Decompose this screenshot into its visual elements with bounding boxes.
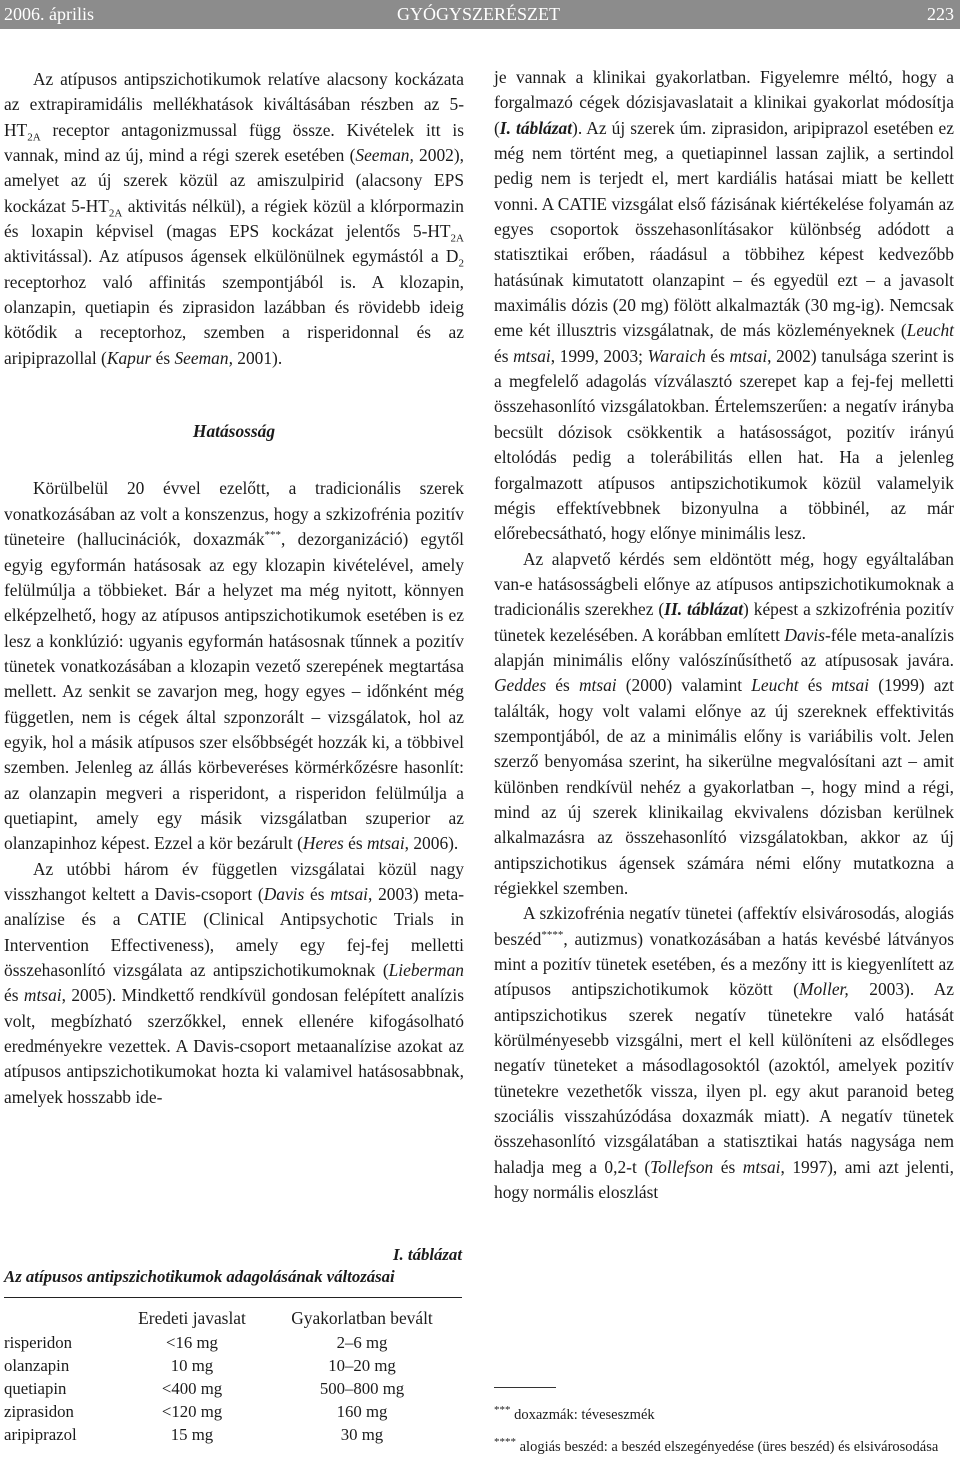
paragraph: Körülbelül 20 évvel ezelőtt, a tradicionális szerek vonatkozásában az volt a konszenzus, hogy a szkizofrénia pozitív tüneteire (hallucinációk, doxazmák***, dezorganizáció) egytől egyig egyformán hatásosak az egy klozapin kivételével, amely felülmúlja a többieket. Bár a helyzet ma még nyitott, könnyen elképzelhető, hogy az atípusos antipszichotikumok esetében is ez lesz a konklúzió: ugyanis egyformán hatásosnak tűnnek a pozitív tünetek vonatkozásában a klozapin vezető szerepének megtartása mellett. Az senkit se zavarjon meg, hogy egyes – időnként még független, nem is cégek által szponzorált – vizsgálatok, hol az egyik, hol a másik atípusos szer elsőbbségét hozzák ki, a többivel szemben. Jelenleg az állás körbeveréses körmérkőzésre hasonlít: az olanzapin megveri a risperidont, a risperidon felülmúlja a quetiapint, amely egy másik vizsgálatban szuperior az olanzapinhoz képest. Ezzel a kör bezárult (Heres és mtsai, 2006).	[4, 478, 465, 854]
table-top-rule	[4, 1297, 462, 1298]
practice-dose: 30 mg	[340, 1424, 384, 1444]
header-date: 2006. április	[4, 4, 94, 24]
footnote: *** doxazmák: téveseszmék	[494, 1404, 655, 1423]
table-row	[4, 1377, 462, 1400]
table-header-cell: Gyakorlatban bevált	[291, 1307, 433, 1328]
table-row	[4, 1331, 462, 1354]
page-header	[0, 0, 960, 29]
section-heading: Hatásosság	[192, 421, 276, 442]
table-header-row	[4, 1305, 462, 1331]
table-label: I. táblázat	[392, 1245, 462, 1264]
paragraph: Az atípusos antipszichotikumok relatíve alacsony kockázata az extrapiramidális mellékhatások kiváltásában részben az $5-HT_{2A}$ receptor antagonizmussal függ össze. Kivételek itt is vannak, mind az új, mind a régi szerek esetében (Seeman, 2002), amelyet az új szerek közül az amiszulpirid (alacsony EPS kockázat $5-HT_{2A}$ aktivitás nélkül), a régiek közül a klórpormazin és loxapin képvisel (magas EPS kockázat jelentős $5-HT_{2A}$ aktivitással). Az atípusos ágensek elkülönülnek egymástól a $D_2$ receptorhoz való affinitás szempontjából is. A klozapin, olanzapin, quetiapin és ziprasidon lazábban és rövidebb ideig kötődik a receptorhoz, szemben a risperidonnal és az aripiprazollal (Kapur és Seeman, 2001).	[4, 69, 464, 368]
original-dose: <120 mg	[161, 1401, 223, 1421]
dosage-table	[4, 1305, 462, 1446]
table-row	[4, 1354, 462, 1377]
paragraph: A szkizofrénia negatív tünetei (affektív elsivárosodás, alogiás beszéd****, autizmus) vonatkozásában a hatás kevésbé látványos mint a pozitív tünetek esetében, és a mezőny itt is kiegyenlített az atípusos antipszichotikumok között (Moller, 2003). Az antipszichotikus szerek negatív tünetekre való hatását körülményesebb vizsgálni, mert el kell különíteni az elsődleges negatív tüneteket a másodlagosoktól (azoktól, amelyek pozitív tünetekre vezethetők vissza, ilyen pl. egy akut paranoid beteg szociális visszahúzódása doxazmák miatt). A negatív tünetek összehasonlító vizsgálatában a statisztikai hatás nagysága nem haladja meg a 0,2-t (Tollefson és mtsai, 1997), ami azt jelenti, hogy normális eloszlást	[494, 903, 954, 1203]
right-column	[494, 65, 954, 1205]
original-dose: 10 mg	[170, 1355, 214, 1375]
footnote-rule	[494, 1387, 556, 1388]
table-row	[4, 1423, 462, 1446]
table-header-cell	[4, 1305, 122, 1331]
header-section: GYÓGYSZERÉSZET	[397, 4, 560, 24]
practice-dose: 500–800 mg	[319, 1378, 405, 1398]
paragraph: je vannak a klinikai gyakorlatban. Figyelemre méltó, hogy a forgalmazó cégek dózisjavaslatait a klinikai gyakorlat módosítja (I. táblázat). Az új szerek úm. ziprasidon, aripiprazol esetében ez még nem történt meg, a quetiapinnel lassan zajlik, a sertindol pedig nem is terjedt el, mert kardiális hatásai miatt be kellett vonni. A CATIE vizsgálat első fázisának kiértékelése folyamán az egyes csoportok összehasonlításakor különbség adódott a statisztikai erőben, ráadásul a többihez képest kedvezőbb hatásúnak kimutatott olanzapint – és egyedül ezt – a javasolt maximális dózis (20 mg) fölött alkalmazták (30 mg-ig). Nemcsak eme két illusztris vizsgálatnak, de más közleményeknek (Leucht és mtsai, 1999, 2003; Waraich és mtsai, 2002) tanulsága szerint is a megfelelő adagolás vízválasztó szerepet kap a fej-fej melletti összehasonlító vizsgálatokban. Értelemszerűen: a negatív irányba becsült dózisok csökkentik a hatásosságot, pozitív irányú eltolódás pedig a tolerábilitás ellen hat. Ha a jelenleg forgalmazott atípusos antipszichotikumok közül valamelyik mégis effektívebbnek bizonyulna a többinél, az már előrebecsátható, hogy előnye minimális lesz.	[494, 67, 954, 544]
drug-name: aripiprazol	[4, 1424, 77, 1444]
drug-name: quetiapin	[4, 1378, 67, 1398]
drug-name: risperidon	[4, 1332, 73, 1352]
practice-dose: 10–20 mg	[328, 1355, 396, 1375]
paragraph: Az alapvető kérdés sem eldöntött még, hogy egyáltalában van-e hatásosságbeli előnye az atípusos antipszichotikumoknak a tradicionális szerekhez (II. táblázat) képest a szkizofrénia pozitív tünetek kezelésében. A korábban említett Davis-féle meta-analízis alapján minimális előny valószínűsíthető az atípusosak javára. Geddes és mtsai (2000) valamint Leucht és mtsai (1999) azt találták, hogy volt valami előnye az új szereknek effektivitás szempontjából, de az a minimális előny is variábilis volt. Jelen szerző benyomása szerint, ha sikerülne megvalósítani azt – amit különben rendkívül nehéz a gyakorlatban –, hogy mind a régi, mind az új szerek klinikailag ekvivalens dózisban kerülnek alkalmazásra az összehasonlító vizsgálatokban, akkor az új antipszichotikus ágensek számára némi előny mutatkozna a régiekkel szemben.	[494, 548, 954, 898]
footnote: **** alogiás beszéd: a beszéd elszegényedése (üres beszéd) és elsivárosodása	[494, 1436, 939, 1455]
original-dose: 15 mg	[170, 1424, 214, 1444]
practice-dose: 160 mg	[336, 1401, 388, 1421]
original-dose: <16 mg	[166, 1332, 218, 1352]
header-page-number: 223	[927, 4, 954, 24]
original-dose: <400 mg	[161, 1378, 223, 1398]
drug-name: ziprasidon	[4, 1401, 74, 1421]
table-row	[4, 1400, 462, 1423]
table-title: Az atípusos antipszichotikumok adagolásának változásai	[4, 1267, 395, 1286]
table-header-cell: Eredeti javaslat	[138, 1307, 246, 1328]
drug-name: olanzapin	[4, 1355, 70, 1375]
practice-dose: 2–6 mg	[336, 1332, 388, 1352]
left-column	[4, 67, 464, 1110]
paragraph: Az utóbbi három év független vizsgálatai közül nagy visszhangot keltett a Davis-csoport (Davis és mtsai, 2003) meta-analízise és a CATIE (Clinical Antipsychotic Trials in Intervention Effectiveness), amely egy fej-fej melletti összehasonlító vizsgálata az antipszichotikumoknak (Lieberman és mtsai, 2005). Mindkettő rendkívül gondosan felépített analízis volt, megbízható szerzőkkel, ennek ellenére kifogásolható eredményekre vezettek. A Davis-csoport metaanalízise azokat az atípusos antipszichotikumokat hozta ki valamivel hatásosabbnak, amelyek hosszabb ide-	[4, 858, 464, 1107]
